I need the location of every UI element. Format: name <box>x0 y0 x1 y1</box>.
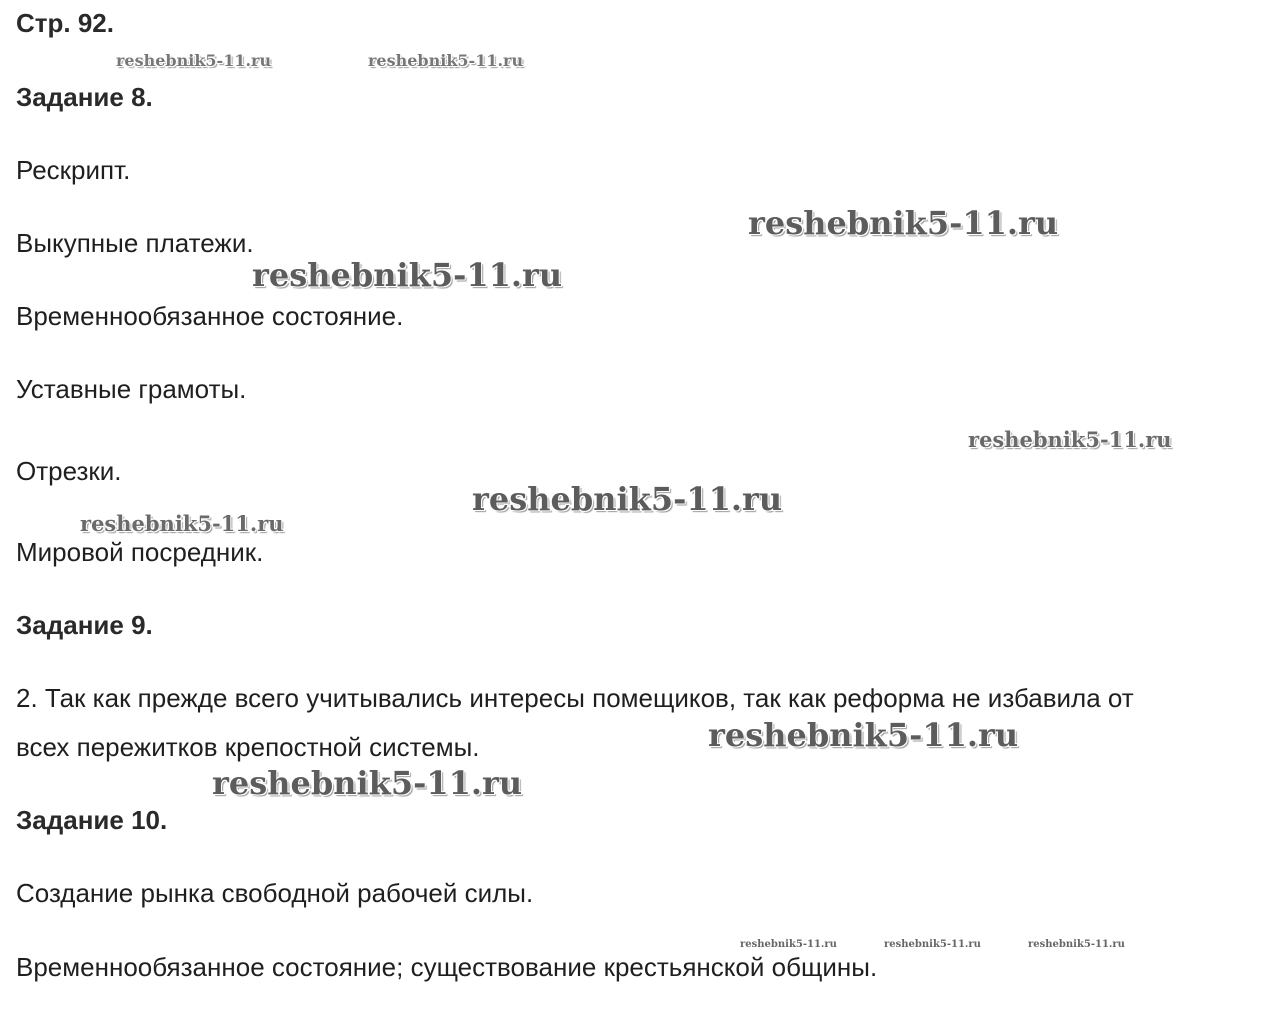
watermark: reshebnik5-11.ru <box>472 480 783 518</box>
task-8-heading: Задание 8. <box>16 82 153 112</box>
task-10-line: Создание рынка свободной рабочей силы. <box>16 878 534 908</box>
task-8-line: Рескрипт. <box>16 155 131 185</box>
watermark: reshebnik5-11.ru <box>80 511 284 536</box>
task-8-line: Временнообязанное состояние. <box>16 301 404 331</box>
task-9-line: 2. Так как прежде всего учитывались интересы помещиков, так как реформа не избавила от <box>16 683 1134 713</box>
task-9-line: всех пережитков крепостной системы. <box>16 732 480 762</box>
watermark: reshebnik5-11.ru <box>252 256 563 294</box>
task-8-line: Мировой посредник. <box>16 537 264 567</box>
task-8-line: Отрезки. <box>16 456 122 486</box>
watermark: reshebnik5-11.ru <box>212 764 523 802</box>
task-10-heading: Задание 10. <box>16 805 168 835</box>
watermark: reshebnik5-11.ru <box>708 716 1019 754</box>
page-number: Стр. 92. <box>16 8 114 38</box>
watermark: reshebnik5-11.ru <box>1028 939 1125 950</box>
task-10-line: Временнообязанное состояние; существование крестьянской общины. <box>16 952 878 982</box>
task-8-line: Уставные грамоты. <box>16 374 247 404</box>
watermark: reshebnik5-11.ru <box>968 427 1172 452</box>
watermark: reshebnik5-11.ru <box>740 939 837 950</box>
watermark: reshebnik5-11.ru <box>748 204 1059 242</box>
task-9-heading: Задание 9. <box>16 610 153 640</box>
watermark: reshebnik5-11.ru <box>116 51 272 70</box>
watermark: reshebnik5-11.ru <box>884 939 981 950</box>
watermark: reshebnik5-11.ru <box>368 51 524 70</box>
task-8-line: Выкупные платежи. <box>16 228 254 258</box>
